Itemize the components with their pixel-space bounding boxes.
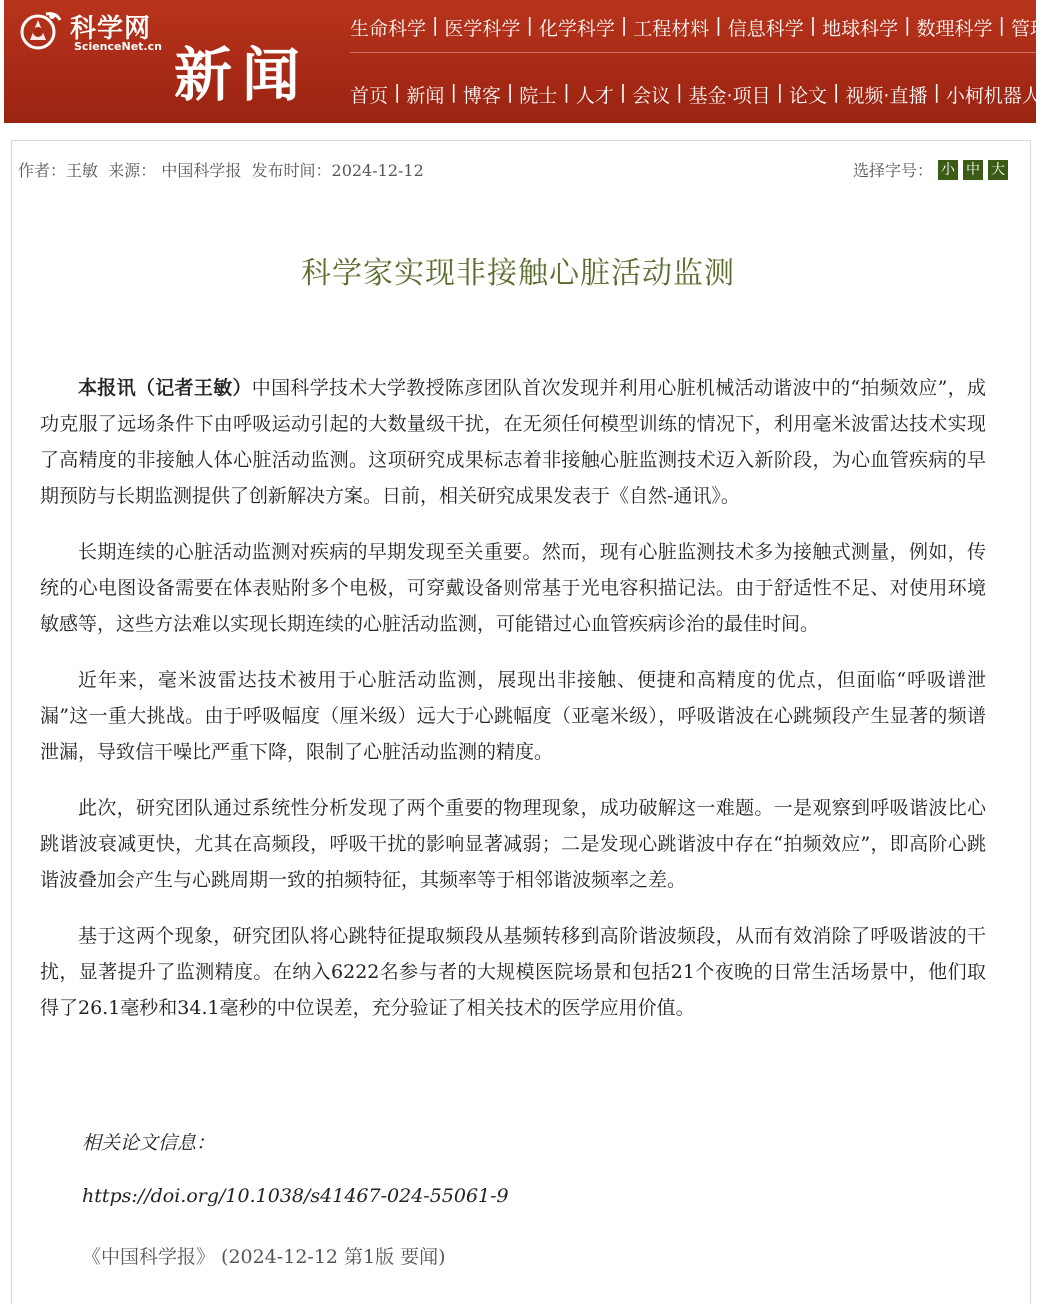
nav-academicians[interactable]: 院士 bbox=[519, 85, 558, 107]
section-title: 新闻 bbox=[174, 41, 311, 109]
article-paragraph: 近年来，毫米波雷达技术被用于心脏活动监测，展现出非接触、便捷和高精度的优点，但面临“呼吸谱泄漏”这一重大挑战。由于呼吸幅度（厘米级）远大于心跳幅度（亚毫米级），呼吸谐波在心跳频段产生显著的频谱泄漏，导致信干噪比严重下降，限制了心脏活动监测的精度。 bbox=[40, 669, 986, 763]
nav-separator: | bbox=[394, 81, 401, 103]
font-size-large-button[interactable]: 大 bbox=[988, 160, 1008, 180]
nav-earth-science[interactable]: 地球科学 bbox=[822, 18, 899, 40]
nav-funding-projects[interactable]: 基金·项目 bbox=[688, 85, 771, 107]
nav-separator: | bbox=[776, 81, 783, 103]
article-paragraph: 此次，研究团队通过系统性分析发现了两个重要的物理现象，成功破解这一难题。一是观察到呼吸谐波比心跳谐波衰减更快，尤其在高频段，呼吸干扰的影响显著减弱；二是发现心跳谐波中存在“拍频效应”，即高阶心跳谐波叠加会产生与心跳周期一致的拍频特征，其频率等于相邻谐波频率之差。 bbox=[40, 797, 986, 891]
article-paragraph: 长期连续的心脏活动监测对疾病的早期发现至关重要。然而，现有心脏监测技术多为接触式测量，例如，传统的心电图设备需要在体表贴附多个电极，可穿戴设备则常基于光电容积描记法。由于舒适性不足、对使用环境敏感等，这些方法难以实现长期连续的心脏活动监测，可能错过心血管疾病诊治的最佳时间。 bbox=[40, 541, 986, 635]
font-size-label: 选择字号： bbox=[852, 161, 933, 180]
source-label: 来源： bbox=[108, 161, 157, 180]
article-paragraph: 基于这两个现象，研究团队将心跳特征提取频段从基频转移到高阶谐波频段，从而有效消除了呼吸谐波的干扰，显著提升了监测精度。在纳入6222名参与者的大规模医院场景和包括21个夜晚的日常生活场景中，他们取得了26.1毫秒和34.1毫秒的中位误差，充分验证了相关技术的医学应用价值。 bbox=[40, 925, 986, 1019]
font-size-selector bbox=[853, 158, 1008, 181]
nav-talent[interactable]: 人才 bbox=[575, 85, 614, 107]
nav-separator: | bbox=[620, 14, 628, 36]
nav-math-physics[interactable]: 数理科学 bbox=[916, 18, 993, 40]
nav-separator: | bbox=[450, 81, 457, 103]
nav-separator: | bbox=[809, 14, 817, 36]
nav-separator: | bbox=[833, 81, 840, 103]
nav-separator: | bbox=[676, 81, 683, 103]
nav-conferences[interactable]: 会议 bbox=[632, 85, 671, 107]
nav-separator: | bbox=[432, 14, 439, 36]
nav-separator: | bbox=[526, 14, 533, 36]
publish-date: 2024-12-12 bbox=[331, 161, 424, 180]
nav-separator: | bbox=[998, 14, 1005, 36]
nav-chemistry[interactable]: 化学科学 bbox=[538, 18, 615, 40]
nav-papers[interactable]: 论文 bbox=[788, 85, 827, 107]
article-body bbox=[40, 370, 986, 1046]
nav-separator: | bbox=[904, 14, 911, 36]
date-label: 发布时间： bbox=[251, 161, 332, 180]
nav-news[interactable]: 新闻 bbox=[406, 85, 445, 107]
related-paper-label: 相关论文信息： bbox=[82, 1132, 216, 1154]
logo-text-cn: 科学网 bbox=[70, 14, 152, 44]
nav-life-science[interactable]: 生命科学 bbox=[350, 18, 427, 40]
author-label: 作者： bbox=[18, 161, 67, 180]
nav-blog[interactable]: 博客 bbox=[462, 85, 501, 107]
nav-xiaoke-robot[interactable]: 小柯机器人 bbox=[945, 85, 1041, 107]
category-nav bbox=[350, 14, 1049, 41]
nav-medical-science[interactable]: 医学科学 bbox=[444, 18, 521, 40]
nav-divider bbox=[350, 52, 1050, 53]
paper-doi-link[interactable]: https://doi.org/10.1038/s41467-024-55061-9 bbox=[82, 1185, 509, 1207]
article-paragraph bbox=[40, 370, 986, 514]
nav-video-live[interactable]: 视频·直播 bbox=[845, 85, 928, 107]
print-source: 《中国科学报》 (2024-12-12 第1版 要闻) bbox=[82, 1246, 446, 1268]
paragraph-text: 中国科学技术大学教授陈彦团队首次发现并利用心脏机械活动谐波中的“拍频效应”，成功克服了远场条件下由呼吸运动引起的大数量级干扰，在无须任何模型训练的情况下，利用毫米波雷达技术实现了高精度的非接触人体心脏活动监测。这项研究成果标志着非接触心脏监测技术迈入新阶段，为心血管疾病的早期预防与长期监测提供了创新解决方案。日前，相关研究成果发表于《自然-通讯》。 bbox=[40, 377, 986, 507]
nav-information[interactable]: 信息科学 bbox=[727, 18, 804, 40]
site-logo[interactable] bbox=[16, 6, 166, 56]
author-name: 王敏 bbox=[66, 161, 99, 180]
logo-text-en: ScienceNet.cn bbox=[74, 40, 162, 53]
article-meta bbox=[18, 158, 424, 181]
article-lead: 本报讯（记者王敏） bbox=[78, 377, 252, 399]
nav-separator: | bbox=[619, 81, 627, 103]
nav-engineering[interactable]: 工程材料 bbox=[633, 18, 710, 40]
nav-separator: | bbox=[933, 81, 940, 103]
nav-separator: | bbox=[506, 81, 514, 103]
main-nav bbox=[350, 81, 1041, 108]
nav-separator: | bbox=[563, 81, 570, 103]
site-header bbox=[4, 0, 1049, 123]
font-size-medium-button[interactable]: 中 bbox=[963, 160, 983, 180]
nav-management[interactable]: 管理 bbox=[1010, 18, 1049, 40]
sciencenet-logo-icon bbox=[16, 6, 64, 54]
source-name: 中国科学报 bbox=[161, 161, 242, 180]
article-title: 科学家实现非接触心脏活动监测 bbox=[301, 256, 735, 291]
font-size-small-button[interactable]: 小 bbox=[938, 160, 958, 180]
nav-home[interactable]: 首页 bbox=[350, 85, 389, 107]
nav-separator: | bbox=[715, 14, 722, 36]
